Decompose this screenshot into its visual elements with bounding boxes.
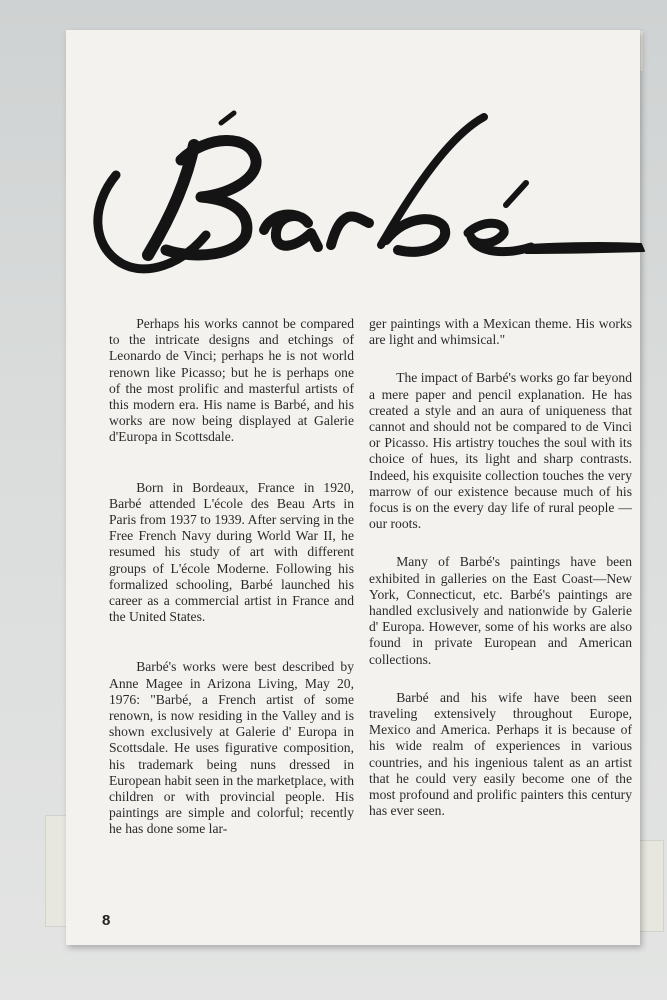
brush-lettering [86, 105, 646, 295]
paragraph-6: Barbé and his wife have been seen traveling extensively throughout Europe, Mexico and America. Perhaps it is because of his wide realm of experiences in various countries, and his ingenious talent as an artist that he could very easily become one of the most profound and prolific painters this century has ever seen. [369, 689, 632, 819]
left-column [109, 316, 354, 838]
paragraph-3-continuation: ger paintings with a Mexican theme. His works are light and whimsical." [369, 316, 632, 348]
page-number: 8 [102, 912, 111, 929]
paragraph-5: Many of Barbé's paintings have been exhibited in galleries on the East Coast—New York, Connecticut, etc. Barbé's paintings are handled exclusively and nationwide by Galerie d' Europa. However, some of his works are also found in private European and American collections. [369, 554, 632, 667]
right-column [369, 316, 632, 819]
magazine-page [66, 30, 640, 945]
paragraph-2: Born in Bordeaux, France in 1920, Barbé attended L'école des Beau Arts in Paris from 1937 to 1939. After serving in the Free French Navy during World War II, he resumed his study of art with different groups of L'école Moderne. Following his formalized schooling, Barbé launched his career as a commercial artist in France and the United States. [109, 479, 354, 625]
paragraph-1: Perhaps his works cannot be compared to the intricate designs and etchings of Leonardo de Vinci; perhaps he is not world renown like Picasso; but he is perhaps one of the most prolific and masterful artists of this modern era. His name is Barbé, and his works are now being displayed at Galerie d'Europa in Scottsdale. [109, 316, 354, 445]
paragraph-4: The impact of Barbé's works go far beyond a mere paper and pencil explanation. He has created a style and an aura of uniqueness that cannot and should not be compared to de Vinci or Picasso. His artistry touches the soul with its choice of hues, its light and sharp contrasts. Indeed, his exquisite collection touches the very marrow of our existence because much of his focus is on the every day life of rural people — our roots. [369, 370, 632, 532]
paragraph-3: Barbé's works were best described by Anne Magee in Arizona Living, May 20, 1976: "Barbé, a French artist of some renown, is now residing in the Valley and is shown exclusively at Galerie d' Europa in Scottsdale. He uses figurative composition, his trademark being nuns dressed in European habit seen in the marketplace, with children or with provincial people. His paintings are simple and colorful; recently he has done some lar- [109, 659, 354, 837]
title-logo [86, 105, 646, 295]
